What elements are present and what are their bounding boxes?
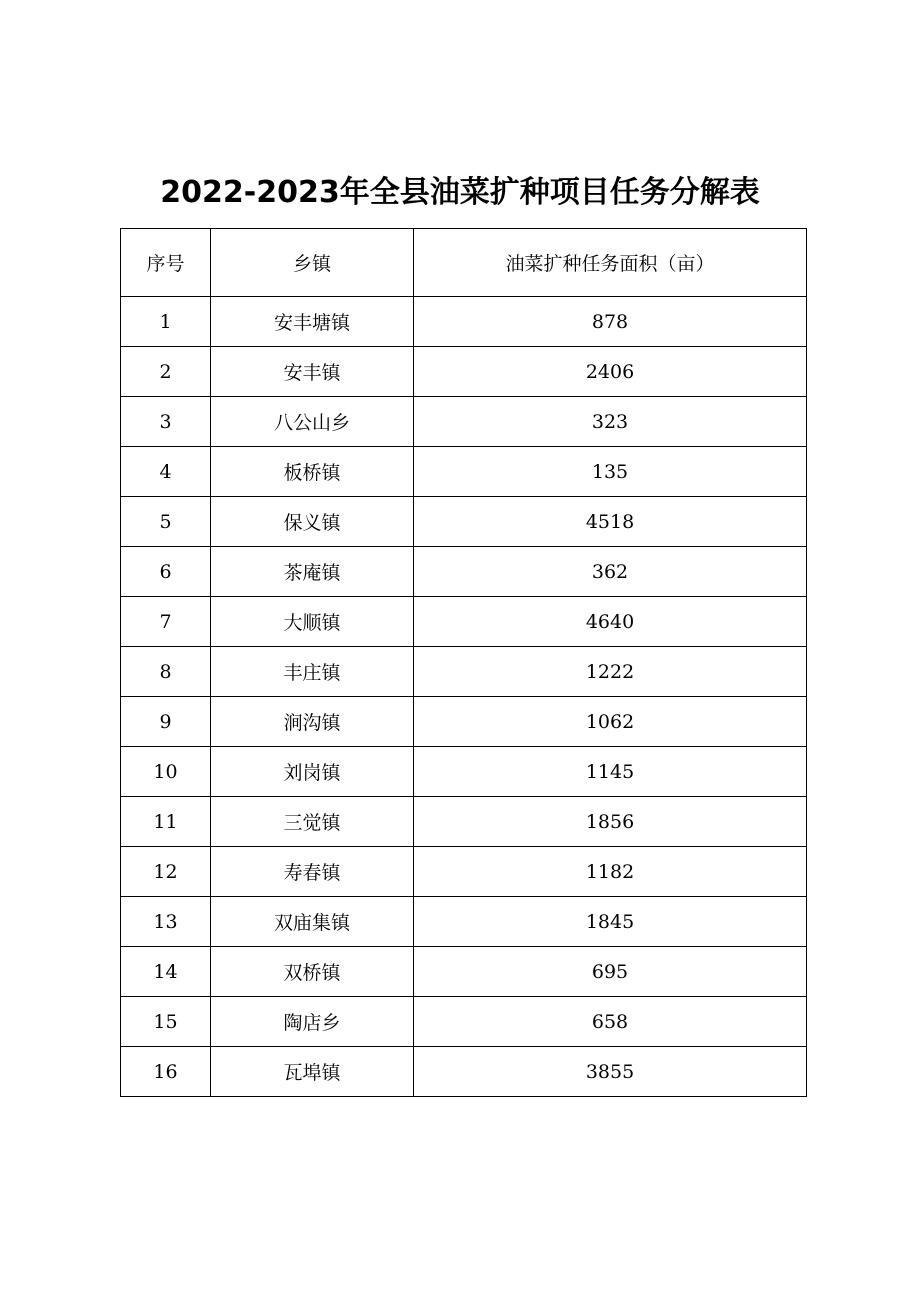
cell-town: 双桥镇 <box>211 947 414 997</box>
cell-area: 1856 <box>414 797 807 847</box>
cell-seq: 7 <box>121 597 211 647</box>
cell-seq: 16 <box>121 1047 211 1097</box>
cell-town: 丰庄镇 <box>211 647 414 697</box>
cell-town: 三觉镇 <box>211 797 414 847</box>
cell-area: 658 <box>414 997 807 1047</box>
cell-area: 135 <box>414 447 807 497</box>
table-row <box>121 897 807 947</box>
table-row <box>121 797 807 847</box>
cell-seq: 9 <box>121 697 211 747</box>
cell-area: 695 <box>414 947 807 997</box>
cell-town: 茶庵镇 <box>211 547 414 597</box>
cell-town: 涧沟镇 <box>211 697 414 747</box>
cell-town: 刘岗镇 <box>211 747 414 797</box>
cell-seq: 5 <box>121 497 211 547</box>
cell-area: 323 <box>414 397 807 447</box>
cell-seq: 8 <box>121 647 211 697</box>
table-row <box>121 297 807 347</box>
cell-seq: 3 <box>121 397 211 447</box>
cell-town: 八公山乡 <box>211 397 414 447</box>
header-area: 油菜扩种任务面积（亩） <box>414 229 807 297</box>
cell-town: 陶店乡 <box>211 997 414 1047</box>
cell-area: 2406 <box>414 347 807 397</box>
cell-area: 1145 <box>414 747 807 797</box>
cell-seq: 1 <box>121 297 211 347</box>
cell-town: 大顺镇 <box>211 597 414 647</box>
cell-town: 双庙集镇 <box>211 897 414 947</box>
cell-seq: 14 <box>121 947 211 997</box>
cell-seq: 12 <box>121 847 211 897</box>
cell-area: 4518 <box>414 497 807 547</box>
header-seq: 序号 <box>121 229 211 297</box>
table-row <box>121 447 807 497</box>
table-header <box>121 229 807 297</box>
table-row <box>121 847 807 897</box>
table-row <box>121 747 807 797</box>
cell-town: 安丰塘镇 <box>211 297 414 347</box>
cell-seq: 11 <box>121 797 211 847</box>
cell-town: 保义镇 <box>211 497 414 547</box>
header-town: 乡镇 <box>211 229 414 297</box>
cell-area: 1182 <box>414 847 807 897</box>
cell-seq: 2 <box>121 347 211 397</box>
table-row <box>121 397 807 447</box>
header-row <box>121 229 807 297</box>
cell-seq: 4 <box>121 447 211 497</box>
cell-area: 4640 <box>414 597 807 647</box>
table-row <box>121 1047 807 1097</box>
cell-town: 瓦埠镇 <box>211 1047 414 1097</box>
table-row <box>121 497 807 547</box>
cell-area: 1845 <box>414 897 807 947</box>
cell-town: 安丰镇 <box>211 347 414 397</box>
cell-area: 878 <box>414 297 807 347</box>
task-table <box>120 228 807 1097</box>
table-row <box>121 947 807 997</box>
table-row <box>121 697 807 747</box>
table-body <box>121 297 807 1097</box>
cell-seq: 6 <box>121 547 211 597</box>
cell-seq: 10 <box>121 747 211 797</box>
table-row <box>121 597 807 647</box>
cell-area: 1062 <box>414 697 807 747</box>
table-row <box>121 347 807 397</box>
document-title: 2022-2023年全县油菜扩种项目任务分解表 <box>160 175 760 210</box>
cell-seq: 13 <box>121 897 211 947</box>
cell-area: 1222 <box>414 647 807 697</box>
cell-seq: 15 <box>121 997 211 1047</box>
table-row <box>121 547 807 597</box>
cell-area: 362 <box>414 547 807 597</box>
cell-area: 3855 <box>414 1047 807 1097</box>
table-row <box>121 647 807 697</box>
cell-town: 板桥镇 <box>211 447 414 497</box>
cell-town: 寿春镇 <box>211 847 414 897</box>
table-row <box>121 997 807 1047</box>
